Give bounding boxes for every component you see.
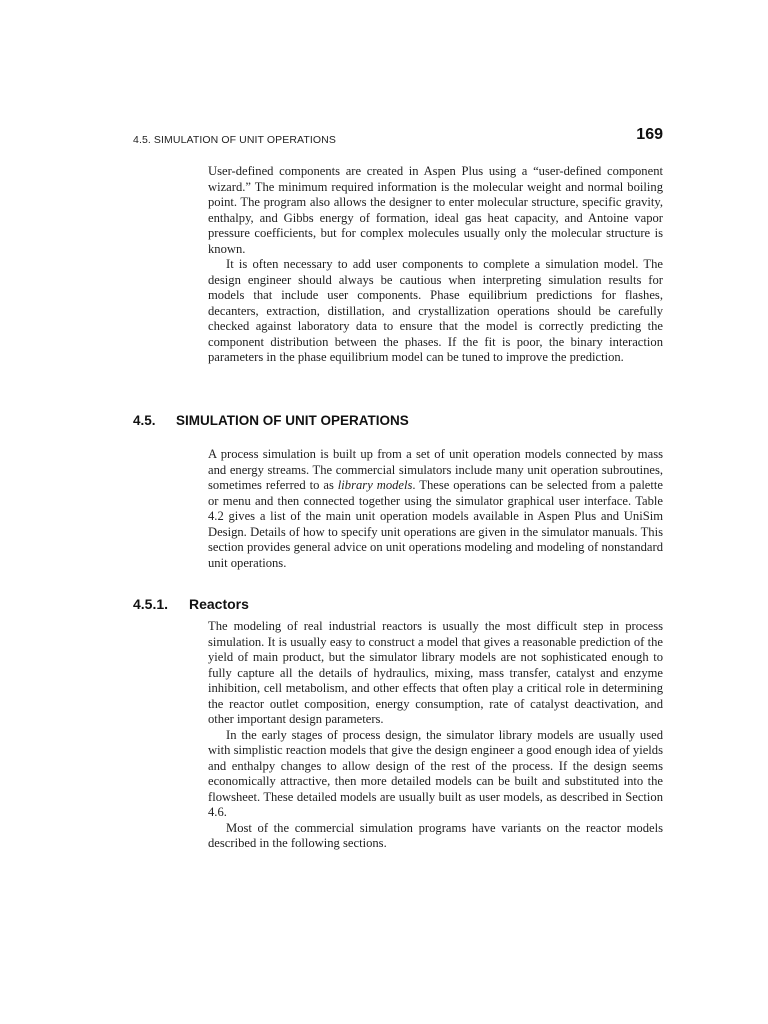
reactors-paragraph-1: The modeling of real industrial reactors is usually the most difficult step in process simulation. It is usually easy to construct a model that gives a reasonable prediction of the yield of main product, but the simulator library models are not sophisticated enough to fully capture all the details of hydraulics, mixing, mass transfer, catalyst and enzyme inhibition, cell metabolism, and other effects that often play a critical role in determining the reactor outlet composition, energy consumption, rate of catalyst deactivation, and other important design parameters. xyxy=(208,619,663,726)
intro-paragraph-2: It is often necessary to add user components to complete a simulation model. The design engineer should always be cautious when interpreting simulation results for models that include user components. Phase equilibrium predictions for flashes, decanters, extraction, distillation, and crystallization operations should be carefully checked against laboratory data to ensure that the model is correctly predicting the component distribution between the phases. If the fit is poor, the binary interaction parameters in the phase equilibrium model can be tuned to improve the prediction. xyxy=(208,257,663,364)
paragraph-text-start: A process simulation is built up from a set of unit operation models connected by mass and energy streams. The commercial simulators include many unit operation subroutines, sometimes referred to as xyxy=(208,447,663,492)
page-number: 169 xyxy=(636,126,663,143)
reactors-paragraph-2: In the early stages of process design, the simulator library models are usually used with simplistic reaction models that give the design engineer a good enough idea of yields and enthalpy changes to allow design of the rest of the process. If the design seems economically attractive, then more detailed models can be built and substituted into the flowsheet. These detailed models are usually built as user models, as described in Section 4.6. xyxy=(208,727,663,819)
section-4-5-1-text xyxy=(208,619,663,852)
intro-paragraph-1: User-defined components are created in Aspen Plus using a “user-defined component wizard.” The minimum required information is the molecular weight and normal boiling point. The program also allows the designer to enter molecular structure, specific gravity, enthalpy, and Gibbs energy of formation, ideal gas heat capacity, and Antoine vapor pressure coefficients, but for complex molecules usually only the molecular structure is known. xyxy=(208,164,663,256)
section-4-5-text xyxy=(208,447,663,571)
subsection-title: Reactors xyxy=(189,596,249,612)
running-head: 4.5. SIMULATION OF UNIT OPERATIONS xyxy=(133,134,336,146)
intro-text xyxy=(208,164,663,366)
subsection-number: 4.5.1. xyxy=(133,596,169,612)
reactors-paragraph-3: Most of the commercial simulation programs have variants on the reactor models described in the following sections. xyxy=(208,820,663,850)
section-heading-4-5 xyxy=(133,413,409,428)
section-heading-4-5-1 xyxy=(133,596,249,612)
italic-term: library models xyxy=(337,478,413,492)
section-4-5-paragraph xyxy=(208,447,663,571)
section-title: SIMULATION OF UNIT OPERATIONS xyxy=(176,413,409,428)
section-number: 4.5. xyxy=(133,413,156,428)
paragraph-text-end: . These operations can be selected from a palette or menu and then connected together using the simulator graphical user interface. Table 4.2 gives a list of the main unit operation models available in Aspen Plus and UniSim Design. Details of how to specify unit operations are given in the simulator manuals. This section provides general advice on unit operations modeling and modeling of nonstandard unit operations. xyxy=(208,478,663,570)
